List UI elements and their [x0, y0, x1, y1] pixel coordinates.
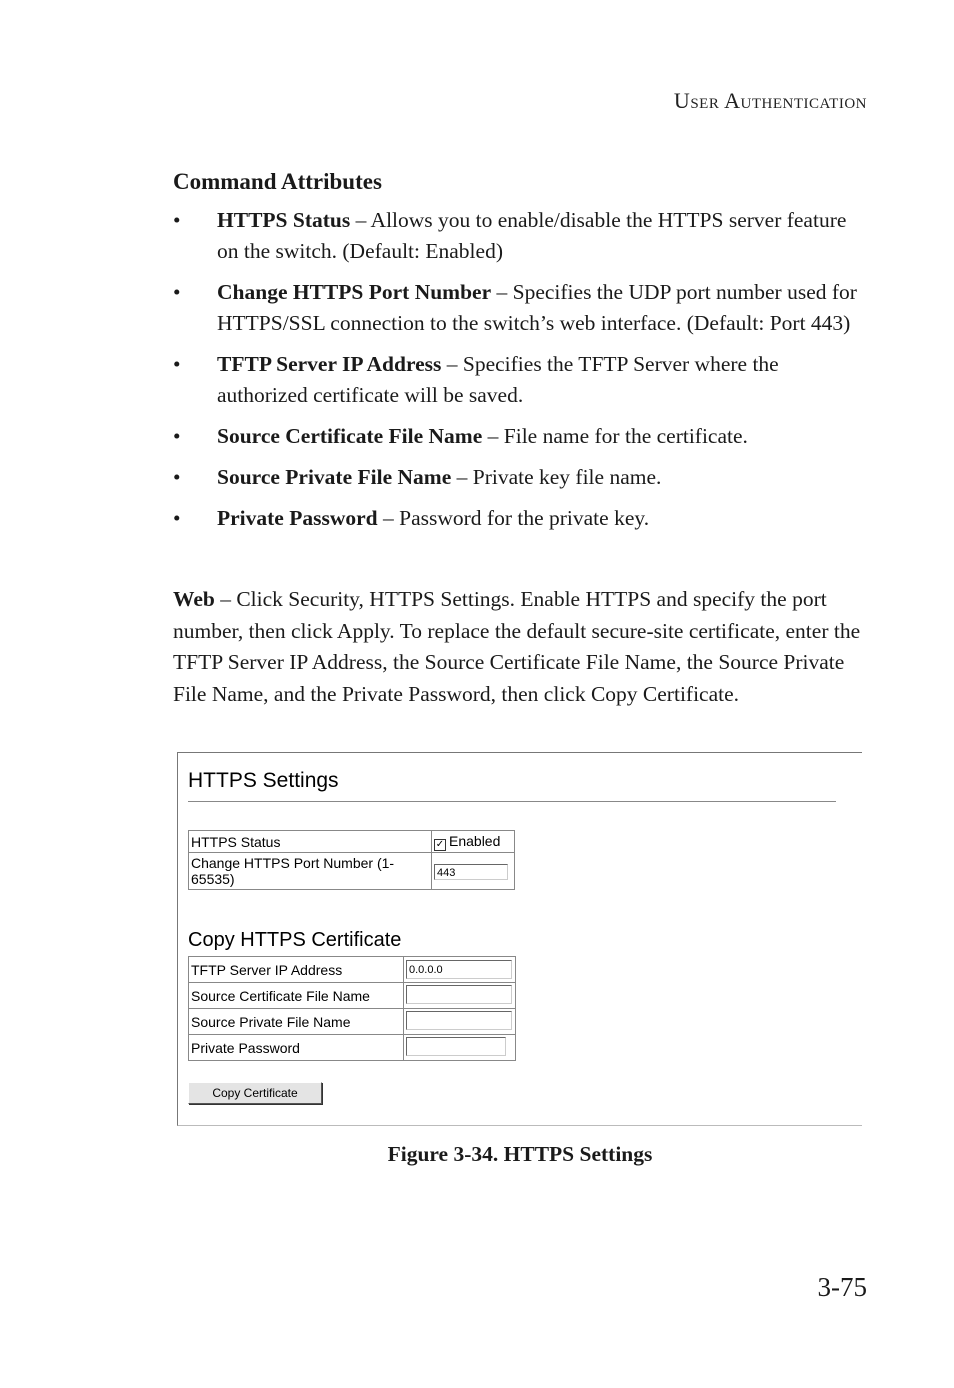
attribute-term: HTTPS Status [217, 208, 351, 232]
web-instructions [173, 584, 873, 710]
source-certificate-cell [404, 983, 516, 1009]
attribute-term: Private Password [217, 506, 378, 530]
attribute-desc: – Private key file name. [451, 465, 662, 489]
source-certificate-input[interactable] [406, 985, 512, 1004]
port-number-label [189, 853, 432, 890]
running-head-initial-1: U [673, 88, 691, 113]
table-row [189, 853, 515, 890]
list-item [173, 205, 873, 267]
source-private-cell [404, 1009, 516, 1035]
https-status-cell [432, 831, 515, 853]
bullet-icon: • [173, 465, 181, 489]
bullet-icon: • [173, 424, 181, 448]
bullet-icon: • [173, 352, 181, 376]
list-item [173, 421, 873, 452]
table-row [189, 983, 516, 1009]
table-row [189, 831, 515, 853]
attribute-desc: – File name for the certificate. [482, 424, 748, 448]
attribute-term: TFTP Server IP Address [217, 352, 442, 376]
copy-certificate-table [188, 956, 516, 1061]
enabled-label: Enabled [449, 832, 501, 849]
running-head-rest-1: SER [690, 96, 720, 112]
source-certificate-label: Source Certificate File Name [189, 983, 404, 1009]
https-settings-figure [177, 752, 862, 1126]
port-number-cell [432, 853, 515, 890]
port-number-input[interactable]: 443 [434, 864, 508, 880]
bullet-icon: • [173, 506, 181, 530]
page-number: 3-75 [817, 1272, 867, 1302]
bullet-icon: • [173, 280, 181, 304]
running-head [674, 88, 867, 114]
attribute-desc: – Allows you to enable/disable the HTTPS server feature on the switch. (Default: Enabled) [217, 208, 847, 263]
running-head-initial-2: A [724, 88, 741, 113]
source-private-input[interactable] [406, 1011, 512, 1030]
copy-certificate-title: Copy HTTPS Certificate [188, 929, 402, 951]
section-heading: Command Attributes [173, 169, 382, 194]
list-item [173, 503, 873, 534]
attribute-desc: – Password for the private key. [377, 506, 650, 530]
title-divider [188, 801, 836, 802]
bullet-icon: • [173, 208, 181, 232]
private-password-input[interactable] [406, 1037, 506, 1056]
port-label-text: Change HTTPS Port Number (1-65535) [191, 855, 395, 887]
attribute-desc: – Specifies the TFTP Server where the authorized certificate will be saved. [217, 352, 779, 407]
private-password-cell [404, 1035, 516, 1061]
figure-title: HTTPS Settings [188, 769, 339, 792]
web-term: Web [173, 587, 215, 611]
running-head-rest-2: UTHENTICATION [740, 96, 867, 112]
list-item [173, 277, 873, 339]
attribute-term: Source Private File Name [217, 465, 452, 489]
tftp-server-input[interactable]: 0.0.0.0 [406, 960, 512, 979]
private-password-label: Private Password [189, 1035, 404, 1061]
figure-caption: Figure 3-34. HTTPS Settings [387, 1142, 653, 1166]
table-row [189, 1009, 516, 1035]
list-item [173, 349, 873, 411]
attribute-desc: – Specifies the UDP port number used for HTTPS/SSL connection to the switch’s web interface. (Default: Port 443) [217, 280, 857, 335]
table-row [189, 957, 516, 983]
https-status-label: HTTPS Status [189, 831, 432, 853]
attribute-list [173, 205, 873, 544]
attribute-term: Change HTTPS Port Number [217, 280, 492, 304]
attribute-term: Source Certificate File Name [217, 424, 483, 448]
tftp-server-cell [404, 957, 516, 983]
copy-certificate-button[interactable]: Copy Certificate [188, 1082, 322, 1104]
https-enabled-checkbox[interactable]: ✓ [435, 838, 445, 850]
tftp-server-label: TFTP Server IP Address [189, 957, 404, 983]
source-private-label: Source Private File Name [189, 1009, 404, 1035]
https-settings-table [188, 830, 515, 890]
table-row [189, 1035, 516, 1061]
list-item [173, 462, 873, 493]
web-text: – Click Security, HTTPS Settings. Enable HTTPS and specify the port number, then click Apply. To replace the default secure-site certificate, enter the TFTP Server IP Address, the Source Certificate File Name, the Source Private File Name, and the Private Password, then click Copy Certificate. [173, 587, 861, 706]
